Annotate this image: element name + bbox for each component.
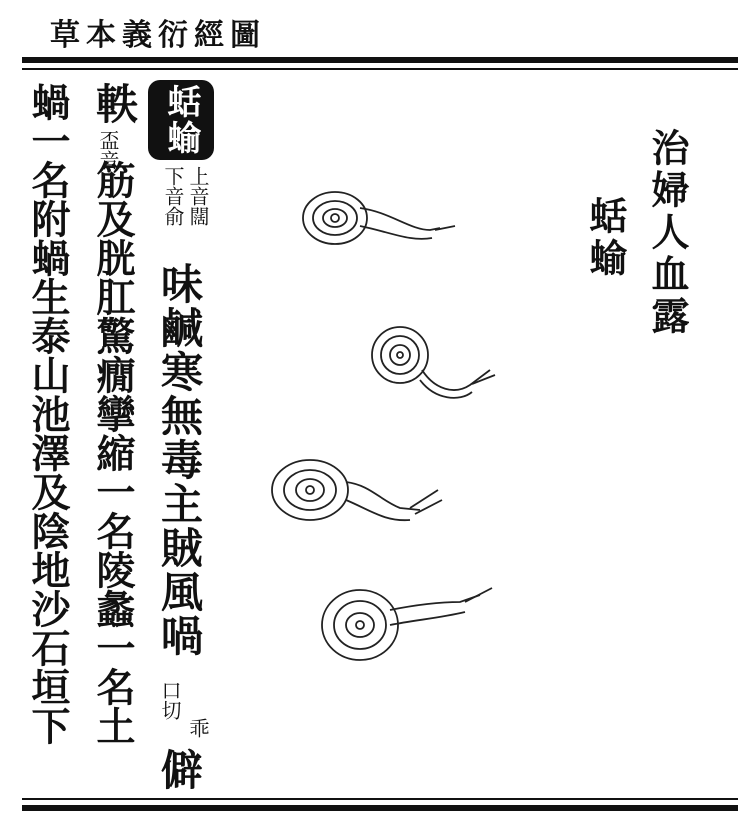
snail-illustration-3 <box>272 460 442 520</box>
bottom-double-rule-thin <box>22 798 738 800</box>
pronunciation-note-lower: 下音俞 <box>161 166 185 226</box>
top-double-rule-thin <box>22 68 738 70</box>
text-column-1-head: 軼 <box>90 82 139 126</box>
fanqie-note-char: 乖 <box>186 718 210 738</box>
snail-illustrations <box>260 170 520 690</box>
text-column-2-note3 <box>160 680 180 720</box>
entry-title-badge: 蛞蝓 <box>148 80 214 160</box>
pronunciation-note: 盃音 <box>96 130 120 170</box>
text-column-2-note1 <box>188 166 208 226</box>
snail-illustration-1 <box>303 192 455 244</box>
page-title: 草本義衍經圖 <box>50 18 266 53</box>
bottom-double-rule-thick <box>22 805 738 811</box>
caption-slug-name: 蛞蝓 <box>583 196 628 280</box>
text-column-2-tail: 僻 <box>155 748 204 792</box>
text-column-2-note4 <box>188 718 208 738</box>
text-column-2-main: 味鹹寒無毒主賊風喎 <box>155 262 204 658</box>
caption-treat-women: 治婦人血露 <box>645 128 690 338</box>
pronunciation-note-upper: 上音闊 <box>186 166 210 226</box>
snail-illustration-4 <box>322 588 492 660</box>
text-column-1-main: 筋及胱肛驚癇攣縮一名陵蠡一名土 <box>90 160 136 745</box>
text-column-2-note2 <box>163 166 183 226</box>
text-column-3-main: 蝸一名附蝸生泰山池澤及陰地沙石垣下 <box>25 82 71 745</box>
top-double-rule-thick <box>22 57 738 63</box>
fanqie-note: 口切 <box>158 680 182 720</box>
snail-illustration-2 <box>372 327 495 398</box>
